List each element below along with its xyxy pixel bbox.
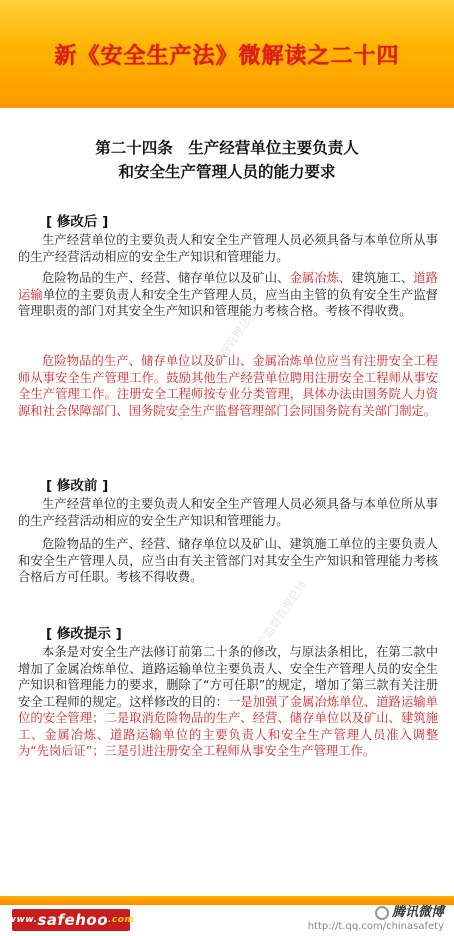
article-title-line1: 第二十四条 生产经营单位主要负责人 <box>95 139 359 157</box>
footer <box>0 896 454 936</box>
banner-title: 新《安全生产法》微解读之二十四 <box>54 42 400 69</box>
after-paragraph-2: 危险物品的生产、经营、储存单位以及矿山、金属冶炼、建筑施工、道路运输单位的主要负责人和安全生产管理人员，应当由主管的负有安全生产监督管理职责的部门对其安全生产知识和管理能力考核合格。考核不得收费。 <box>18 271 438 318</box>
section-label-before: [ 修改前 ] <box>46 478 109 494</box>
weibo-name: 腾讯微博 <box>391 905 444 920</box>
section-label-after: [ 修改后 ] <box>46 214 109 230</box>
header-banner <box>0 0 454 108</box>
after-paragraph-3: 危险物品的生产、储存单位以及矿山、金属冶炼单位应当有注册安全工程师从事安全生产管理工作。鼓励其他生产经营单位聘用注册安全工程师从事安全生产管理工作。注册安全工程师按专业分类管理，具体办法由国务院人力资源和社会保障部门、国务院安全生产监督管理部门会同国务院有关部门制定。 <box>18 354 438 418</box>
weibo-block <box>308 906 444 933</box>
watermark: 国家安全生产监督管理总局 <box>223 578 310 695</box>
safehoo-logo: www. safehoo .com <box>7 911 135 929</box>
tips-paragraph: 本条是对安全生产法修订前第二十条的修改，与原法条相比，在第二款中增加了金属冶炼单位、道路运输单位主要负责人、安全生产管理人员的安全生产知识和管理能力的要求，删除了“方可任职”的规定，增加了第三款有关注册安全工程师的规定。这样修改的目的：一是加强了金属冶炼单位、道路运输单位的安全管理；二是取消危险物品的生产、经营、储存单位以及矿山、建筑施工、金属冶炼、道路运输单位的主要负责人和安全生产管理人员准入调整为“先岗后证”；三是引进注册安全工程师从事安全生产管理工作。 <box>18 645 438 758</box>
weibo-icon <box>375 906 389 920</box>
article-title-line2: 和安全生产管理人员的能力要求 <box>118 163 336 181</box>
after-paragraph-1: 生产经营单位的主要负责人和安全生产管理人员必须具备与本单位所从事的生产经营活动相应的安全生产知识和管理能力。 <box>18 233 438 264</box>
weibo-url[interactable]: http://t.qq.com/chinasafety <box>307 921 444 932</box>
footer-bar <box>0 896 454 905</box>
section-label-tips: [ 修改提示 ] <box>46 626 122 642</box>
before-paragraph-2: 危险物品的生产、经营、储存单位以及矿山、建筑施工单位的主要负责人和安全生产管理人员，应当由有关主管部门对其安全生产知识和管理能力考核合格后方可任职。考核不得收费。 <box>18 537 438 584</box>
watermark: 国家安全生产监督管理总局 <box>173 306 260 423</box>
before-paragraph-1: 生产经营单位的主要负责人和安全生产管理人员必须具备与本单位所从事的生产经营活动相应的安全生产知识和管理能力。 <box>18 497 438 528</box>
